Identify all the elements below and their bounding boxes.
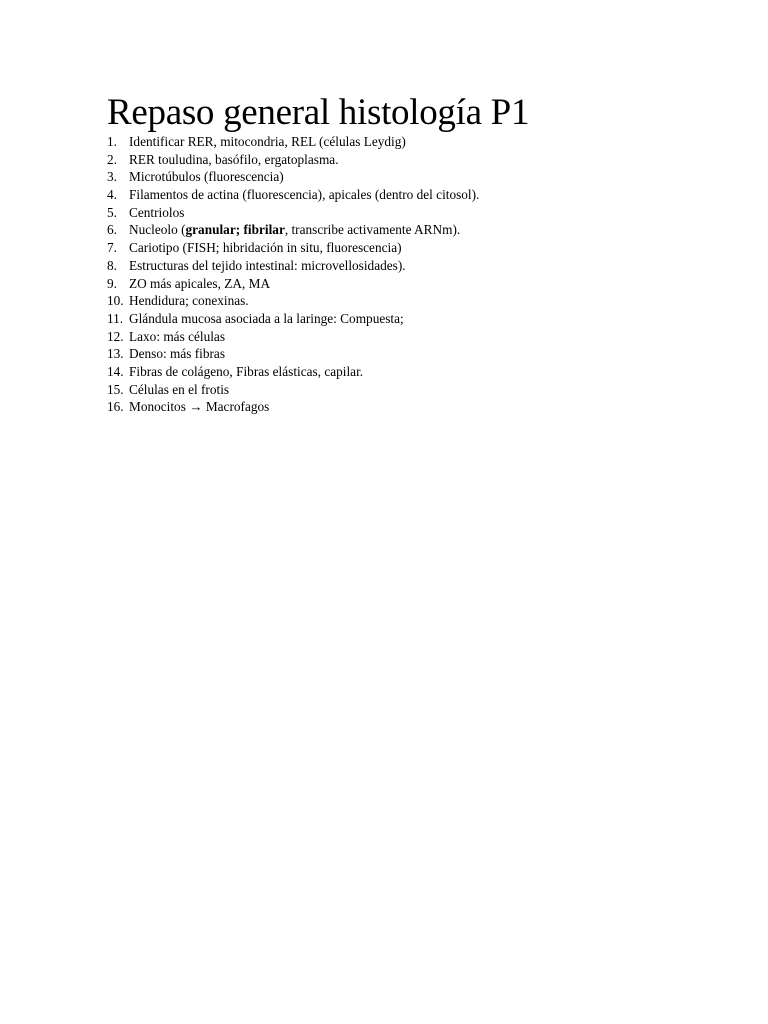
list-item — [107, 168, 479, 186]
text-segment: Laxo: más células — [129, 328, 225, 344]
review-list — [107, 133, 479, 416]
list-item-text — [129, 239, 402, 257]
list-item-text — [129, 168, 284, 186]
text-segment: Hendidura; conexinas. — [129, 293, 249, 309]
list-item-text — [129, 275, 270, 293]
list-item-number: 10. — [107, 293, 124, 309]
list-item-number: 13. — [107, 346, 124, 362]
list-item-text — [129, 151, 339, 169]
text-segment: Células en el frotis — [129, 381, 230, 397]
list-item — [107, 151, 479, 169]
list-item-text — [129, 186, 479, 204]
list-item — [107, 310, 479, 328]
list-item-number: 9. — [107, 275, 117, 291]
text-segment: Glándula mucosa asociada a la laringe: Compuesta; — [129, 310, 404, 326]
text-segment: Identificar RER, mitocondria, REL (células Leydig) — [129, 134, 406, 149]
text-segment: Nucleolo ( — [129, 222, 186, 238]
list-item-number: 11. — [107, 310, 124, 326]
list-item — [107, 381, 479, 399]
text-segment: Centriolos — [129, 204, 185, 220]
bold-text-segment: granular; fibrilar — [185, 222, 285, 238]
list-item-text — [129, 292, 249, 310]
list-item — [107, 363, 479, 381]
list-item — [107, 328, 479, 346]
text-segment: Cariotipo (FISH; hibridación in situ, fluorescencia) — [129, 240, 402, 256]
text-segment: Monocitos → Macrofagos — [129, 399, 270, 415]
list-item-text — [129, 221, 460, 239]
list-item-number: 4. — [107, 187, 117, 203]
list-item-number: 16. — [107, 399, 124, 415]
list-item — [107, 204, 479, 222]
list-item-number: 3. — [107, 169, 117, 185]
list-item — [107, 133, 479, 151]
text-segment: , transcribe activamente ARNm). — [284, 222, 461, 238]
list-item-text — [129, 328, 225, 346]
text-segment: Fibras de colágeno, Fibras elásticas, capilar. — [129, 363, 364, 379]
list-item-number: 5. — [107, 204, 117, 220]
text-segment: Filamentos de actina (fluorescencia), apicales (dentro del citosol). — [129, 187, 480, 203]
list-item-text — [129, 381, 229, 399]
list-item-number: 7. — [107, 240, 117, 256]
text-segment: Estructuras del tejido intestinal: microvellosidades). — [129, 257, 406, 273]
list-item — [107, 186, 479, 204]
list-item-text — [129, 257, 406, 275]
list-item — [107, 275, 479, 293]
list-item-text — [129, 310, 404, 328]
text-segment: RER touludina, basófilo, ergatoplasma. — [129, 151, 339, 167]
list-item — [107, 292, 479, 310]
text-segment: Denso: más fibras — [129, 346, 226, 362]
list-item-number: 6. — [107, 222, 117, 238]
list-item-number: 8. — [107, 257, 117, 273]
list-item — [107, 221, 479, 239]
list-item-number: 2. — [107, 151, 117, 167]
list-item-text — [129, 133, 406, 151]
list-item — [107, 345, 479, 363]
list-item-number: 14. — [107, 363, 124, 379]
list-item-text — [129, 398, 269, 416]
list-item-number: 1. — [107, 134, 117, 149]
text-segment: Microtúbulos (fluorescencia) — [129, 169, 284, 185]
list-item — [107, 398, 479, 416]
list-item-text — [129, 345, 225, 363]
list-item — [107, 257, 479, 275]
list-item-text — [129, 363, 363, 381]
list-item-number: 15. — [107, 381, 124, 397]
list-item — [107, 239, 479, 257]
list-item-text — [129, 204, 184, 222]
text-segment: ZO más apicales, ZA, MA — [129, 275, 271, 291]
list-item-number: 12. — [107, 328, 124, 344]
page-title: Repaso general histología P1 — [107, 92, 530, 133]
